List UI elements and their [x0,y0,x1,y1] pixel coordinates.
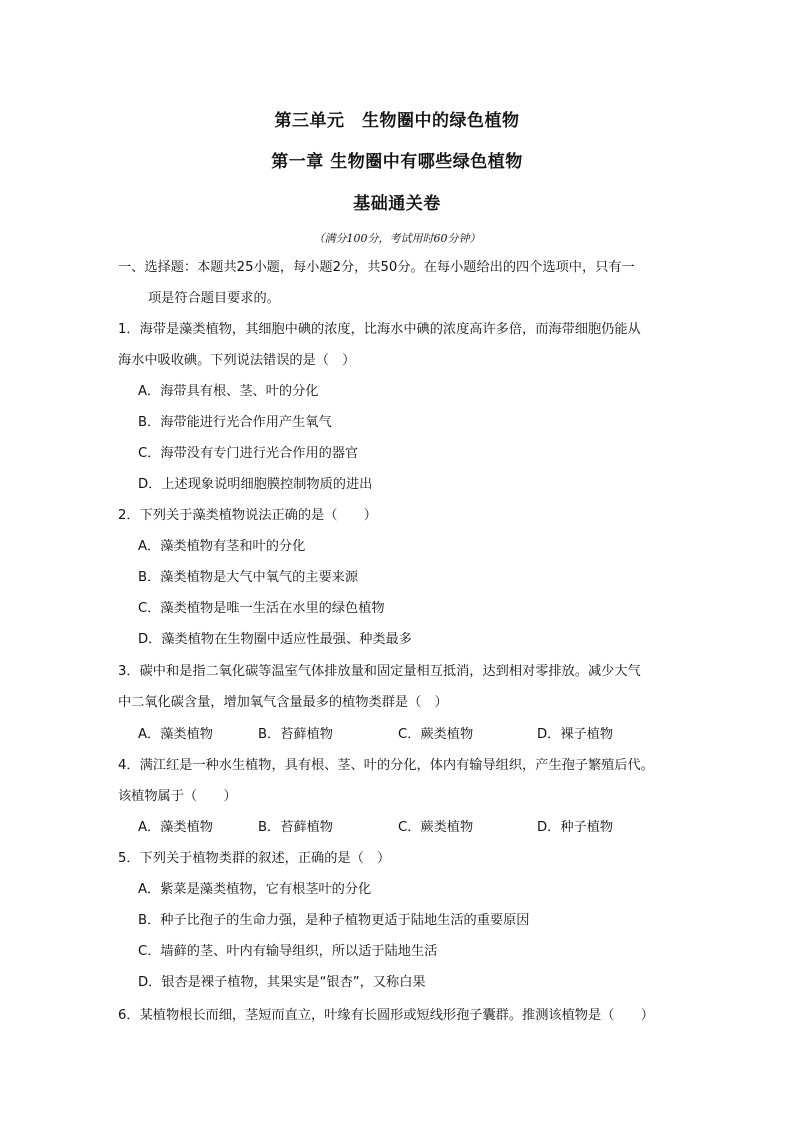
question-3-option-c: C．蕨类植物 [398,727,474,742]
question-2-option-d: D．藻类植物在生物圈中适应性最强、种类最多 [138,632,412,647]
question-4-stem-cont: 该植物属于（ ） [118,789,237,804]
question-2-option-b: B．藻类植物是大气中氧气的主要来源 [138,570,359,585]
question-5-option-d: D．银杏是裸子植物，其果实是“银杏”，又称白果 [138,975,426,990]
question-1-option-d: D．上述现象说明细胞膜控制物质的进出 [138,477,373,492]
score-time-note: （满分100分，考试用时60分钟） [313,232,481,245]
chapter-title: 第一章 生物圈中有哪些绿色植物 [271,152,523,172]
question-4-option-a: A．藻类植物 [138,820,213,835]
question-4-stem: 4．满江红是一种水生植物，具有根、茎、叶的分化，体内有输导组织，产生孢子繁殖后代。 [118,758,654,773]
question-5-option-c: C．墙藓的茎、叶内有输导组织，所以适于陆地生活 [138,944,438,959]
question-3-option-b: B．苔藓植物 [258,727,333,742]
question-5-option-b: B．种子比孢子的生命力强，是种子植物更适于陆地生活的重要原因 [138,913,530,928]
question-4-option-b: B．苔藓植物 [258,820,333,835]
question-3-option-a: A．藻类植物 [138,727,213,742]
question-4-option-d: D．种子植物 [537,820,614,835]
question-1-option-c: C．海带没有专门进行光合作用的器官 [138,446,359,461]
unit-title: 第三单元 生物圈中的绿色植物 [274,111,520,131]
question-2-stem: 2．下列关于藻类植物说法正确的是（ ） [118,508,377,523]
question-1-stem-cont: 海水中吸收碘。下列说法错误的是（ ） [118,353,356,368]
question-5-stem: 5．下列关于植物类群的叙述，正确的是（ ） [118,851,391,866]
question-1-stem: 1．海带是藻类植物，其细胞中碘的浓度，比海水中碘的浓度高许多倍，而海带细胞仍能从 [118,322,641,337]
question-3-option-d: D．裸子植物 [537,727,614,742]
question-2-option-a: A．藻类植物有茎和叶的分化 [138,539,306,554]
question-4-option-c: C．蕨类植物 [398,820,474,835]
question-5-option-a: A．紫菜是藻类植物，它有根茎叶的分化 [138,882,372,897]
section-intro-cont: 项是符合题目要求的。 [148,291,280,306]
question-2-option-c: C．藻类植物是唯一生活在水里的绿色植物 [138,601,385,616]
paper-title: 基础通关卷 [353,194,441,214]
question-1-option-a: A．海带具有根、茎、叶的分化 [138,384,319,399]
question-3-stem: 3．碳中和是指二氧化碳等温室气体排放量和固定量相互抵消，达到相对零排放。减少大气 [118,664,641,679]
section-intro: 一、选择题：本题共25小题，每小题2分，共50分。在每小题给出的四个选项中，只有一 [118,260,635,275]
question-6-stem: 6．某植物根长而细，茎短而直立，叶缘有长圆形或短线形孢子囊群。推测该植物是（ ） [118,1008,654,1023]
question-1-option-b: B．海带能进行光合作用产生氧气 [138,415,332,430]
question-3-stem-cont: 中二氧化碳含量，增加氧气含量最多的植物类群是（ ） [118,695,448,710]
